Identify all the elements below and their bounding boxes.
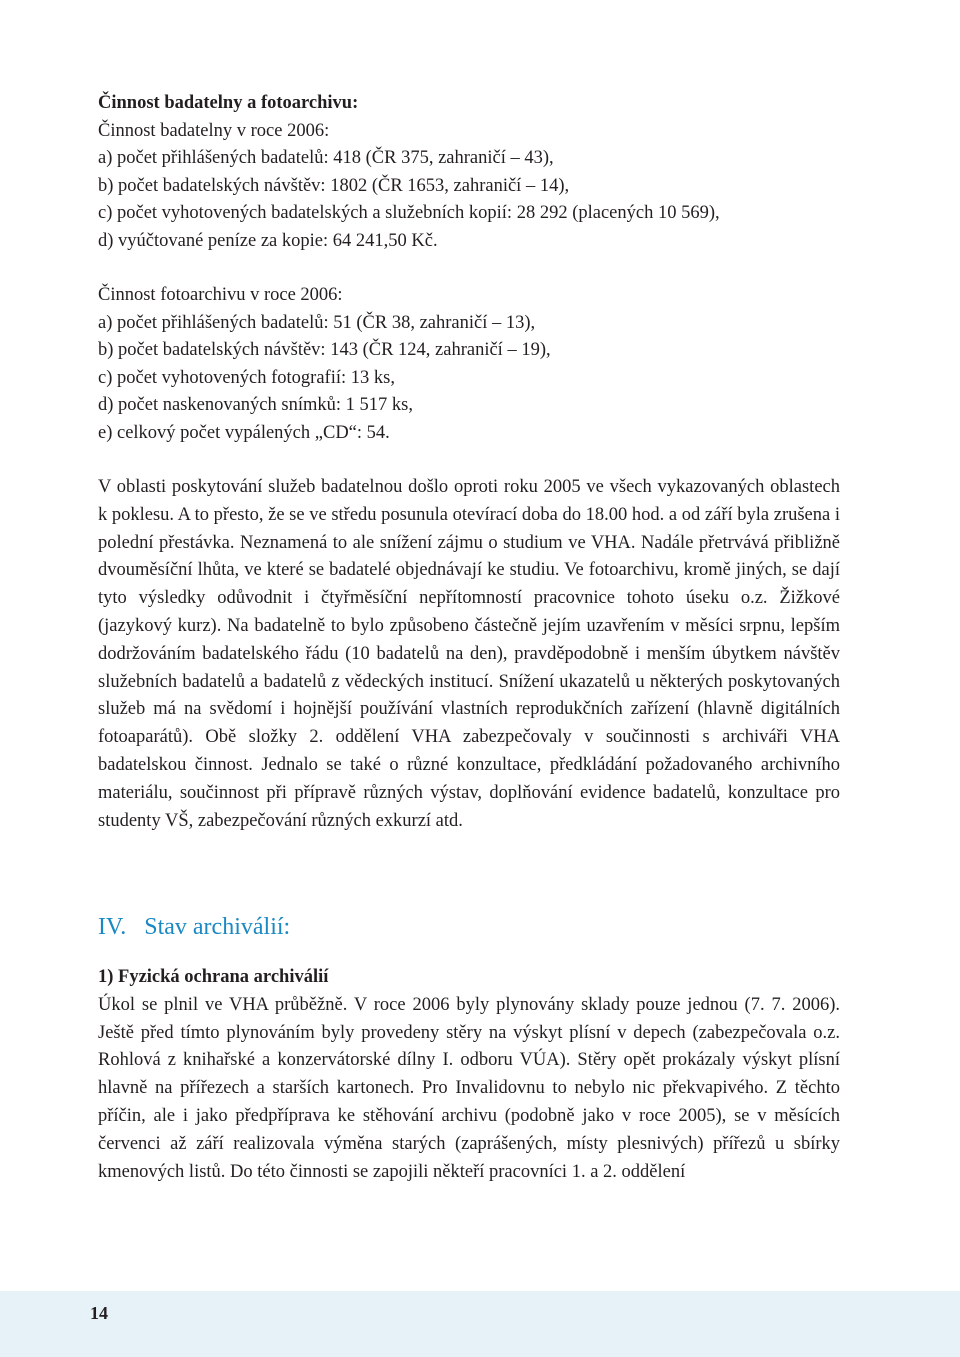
- chapter-heading: [98, 910, 840, 944]
- list-item: c) počet vyhotovených fotografií: 13 ks,: [98, 367, 395, 388]
- chapter-number: IV.: [98, 914, 127, 941]
- list-item: e) celkový počet vypálených „CD“: 54.: [98, 422, 390, 443]
- chapter-title: Stav archiválií:: [144, 914, 291, 941]
- list-item: c) počet vyhotovených badatelských a služebních kopií: 28 292 (placených 10 569),: [98, 203, 720, 223]
- subsection-paragraph: Úkol se plnil ve VHA průběžně. V roce 2006 byly plynovány sklady pouze jednou (7. 7. 2006). Ještě před tímto plynováním byly provedeny stěry na výskyt plísní v depech (zabezpečovala o.z. Rohlová z knihařské a konzervátorské dílny I. odboru VÚA). Stěry opět prokázaly výskyt plísní hlavně na přířezech a starších kartonech. Pro Invalidovnu to nebylo nic překvapivého. Z těchto příčin, ale i jako předpříprava ke stěhování archivu (podobně jako v roce 2005), se v měsících červenci až září realizovala výměna starých (zaprášených, místy plesnivých) přířezů u sbírky kmenových listů. Do této činnosti se zapojili někteří pracovníci 1. a 2. oddělení: [98, 994, 840, 1182]
- section-intro: Činnost fotoarchivu v roce 2006:: [98, 285, 343, 305]
- page-content: [98, 90, 840, 1186]
- list-item: a) počet přihlášených badatelů: 418 (ČR 375, zahraničí – 43),: [98, 148, 554, 168]
- list-item: d) vyúčtované peníze za kopie: 64 241,50 Kč.: [98, 230, 438, 251]
- page-number: 14: [90, 1303, 108, 1323]
- list-item: a) počet přihlášených badatelů: 51 (ČR 38, zahraničí – 13),: [98, 312, 536, 333]
- section-title: Činnost badatelny a fotoarchivu:: [98, 93, 359, 113]
- list-item: d) počet naskenovaných snímků: 1 517 ks,: [98, 395, 413, 415]
- list-item: b) počet badatelských návštěv: 143 (ČR 124, zahraničí – 19),: [98, 340, 551, 360]
- footer-band: [0, 1291, 960, 1357]
- subsection-title: 1) Fyzická ochrana archiválií: [98, 967, 329, 988]
- list-item: b) počet badatelských návštěv: 1802 (ČR 1653, zahraničí – 14),: [98, 175, 570, 196]
- main-paragraph: V oblasti poskytování služeb badatelnou došlo oproti roku 2005 ve všech vykazovaných oblastech k poklesu. A to přesto, že se ve středu posunula otevírací doba do 18.00 hod. a od září byla zrušena i polední přestávka. Neznamená to ale snížení zájmu o studium ve VHA. Nadále přetrvává přibližně dvouměsíční lhůta, ve které se badatelé objednávají ke studiu. Ve fotoarchivu, kromě jiných, se dají tyto výsledky odůvodnit i čtyřměsíční nepřítomností pracovnice tohoto úseku o.z. Žižkové (jazykový kurz). Na badatelně to bylo způsobeno částečně jejím uzavřením v měsíci srpnu, lepším dodržováním badatelského řádu (10 badatelů na den), pravděpodobně i menším úbytkem návštěv služebních badatelů a badatelů z vědeckých institucí. Snížení ukazatelů u některých poskytovaných služeb má na svědomí i hojnější používání vlastních reprodukčních zařízení (hlavně digitálních fotoaparátů). Obě složky 2. oddělení VHA zabezpečovaly v součinnosti s archiváři VHA badatelskou činnost. Jednalo se také o různé konzultace, předkládání požadovaného archivního materiálu, součinnost při přípravě různých výstav, doplňování evidence badatelů, konzultace pro studenty VŠ, zabezpečování různých exkurzí atd.: [98, 477, 840, 831]
- section-intro: Činnost badatelny v roce 2006:: [98, 120, 330, 141]
